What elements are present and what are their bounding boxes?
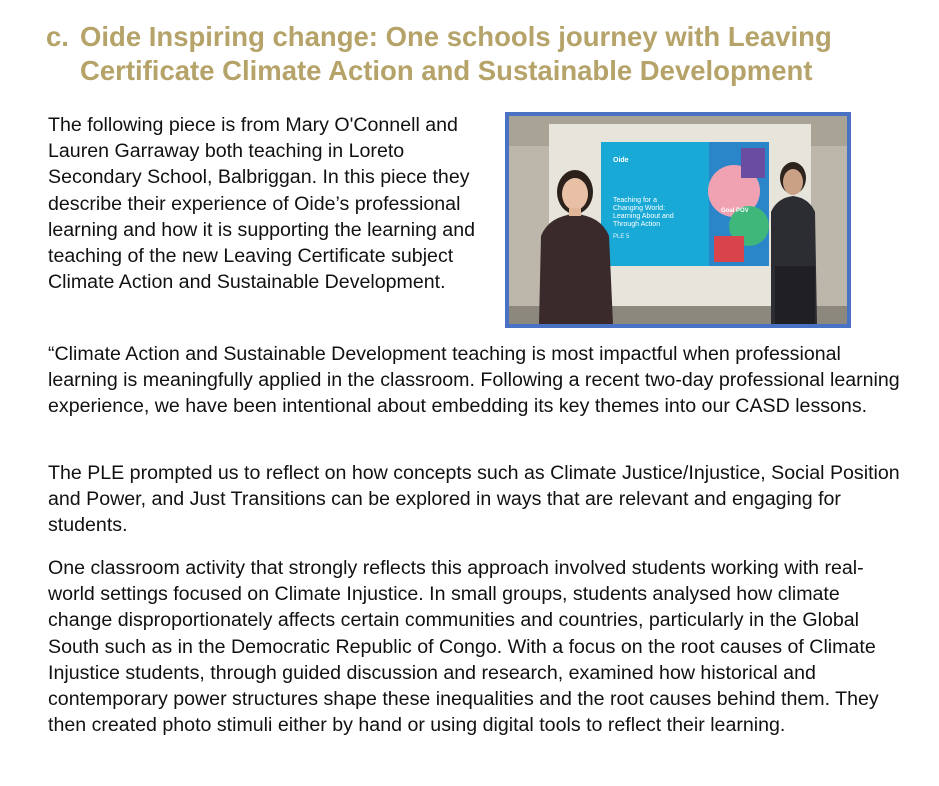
slide-code: PLE 5 bbox=[613, 234, 630, 240]
body-paragraph-3: One classroom activity that strongly reflects this approach involved students working with real-world settings focused on Climate Injustice. In small groups, students analysed how climate change disproportionately affects certain communities and countries, particularly in the Global South such as in the Democratic Republic of Congo. With a focus on the root causes of Climate Injustice students, through guided discussion and research, examined how historical and contemporary power structures shape these inequalities and the root causes behind them. They then created photo stimuli either by hand or using digital tools to reflect their learning. bbox=[48, 557, 879, 737]
section-title-line1: Oide Inspiring change: One schools journey with Leaving bbox=[80, 21, 832, 52]
section-heading bbox=[46, 20, 916, 88]
slide-logo: Oide bbox=[613, 157, 629, 164]
slide-title-line: Through Action bbox=[613, 221, 661, 228]
photo-illustration bbox=[509, 116, 847, 324]
section-title-line2: Certificate Climate Action and Sustainable Development bbox=[80, 55, 813, 86]
slide-title-line: Teaching for a bbox=[613, 197, 657, 204]
body-paragraph-1: “Climate Action and Sustainable Development teaching is most impactful when professional learning is meaningfully applied in the classroom. Following a recent two-day professional learning experience, we have been intentional about embedding its key themes into our CASD lessons. bbox=[48, 343, 900, 418]
slide-side-text: Goal POV bbox=[721, 208, 749, 214]
slide-title-line: Learning About and bbox=[613, 213, 674, 220]
body-paragraph-2: The PLE prompted us to reflect on how concepts such as Climate Justice/Injustice, Social Position and Power, and Just Transitions can be explored in ways that are relevant and engaging for students. bbox=[48, 462, 900, 537]
teachers-photo bbox=[505, 112, 851, 328]
intro-paragraph: The following piece is from Mary O'Connell and Lauren Garraway both teaching in Loreto Secondary School, Balbriggan. In this piece they describe their experience of Oide’s professional learning and how it is supporting the learning and teaching of the new Leaving Certificate subject Climate Action and Sustainable Development. bbox=[48, 114, 475, 294]
slide-title-line: Changing World: bbox=[613, 205, 666, 212]
section-marker: c. bbox=[46, 21, 69, 52]
